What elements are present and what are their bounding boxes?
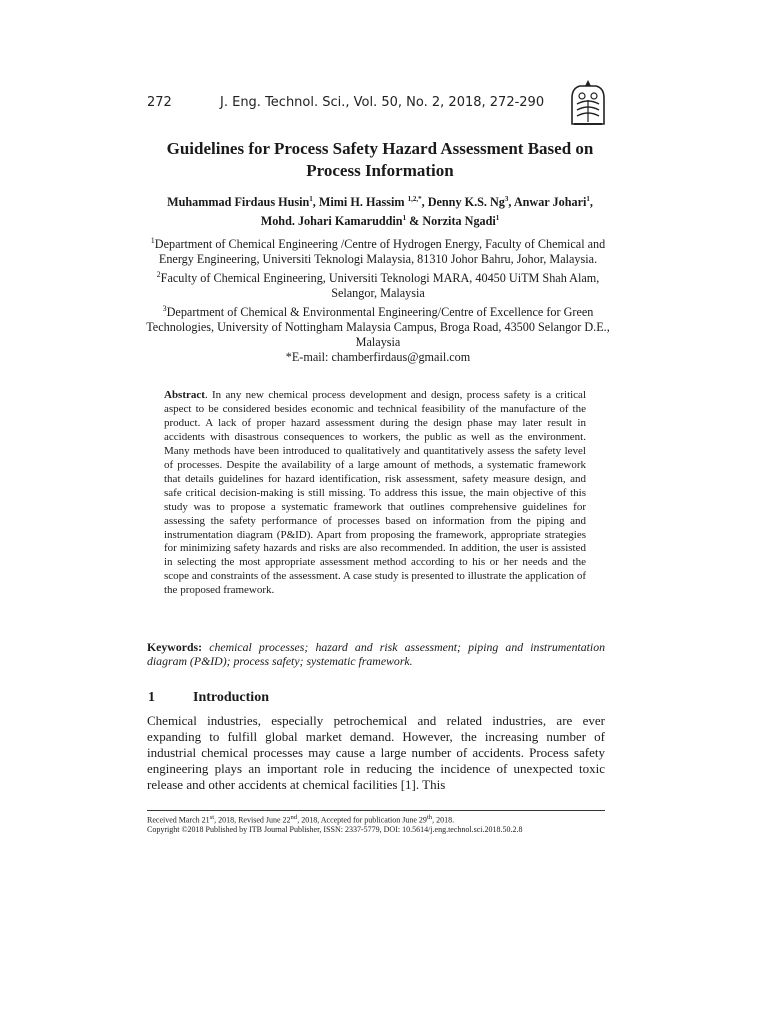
author-name: Muhammad Firdaus Husin <box>167 195 310 210</box>
affiliations <box>140 233 616 365</box>
abstract-text: . In any new chemical process development and design, process safety is a critical aspect to be considered besides economic and technical feasibility of the manufacture of the product. A lack of proper hazard assessment during the design phase may later result in accidents with disastrous consequences to workers, the public as well as the environment. Many methods have been introduced to qualitatively and quantitatively assess the safety level of processes. Despite the availability of a large amount of methods, a systematic framework that details guidelines for hazard identification, risk assessment, safety measure design, and safe critical decision-making is still missing. To address this issue, the main objective of this study was to propose a systematic framework that outlines comprehensive guidelines for assessing the safety performance of processes based on information from the piping and instrumentation diagram (P&ID). Apart from proposing the framework, appropriate strategies for minimizing safety hazards and risks are also recommended. In addition, the user is assisted in selecting the most appropriate assessment method according to his or her needs and the scope and constraints of the assessment. A case study is presented to illustrate the application of the proposed framework. <box>164 389 586 597</box>
received-dates-footnote <box>147 813 607 826</box>
author-name: Mimi H. Hassim <box>318 195 405 210</box>
affiliation-mark: 1 <box>150 236 155 245</box>
ordinal-suffix: st <box>209 814 215 821</box>
affiliation-2 <box>140 267 616 301</box>
revised-date: , 2018, Revised June 22 <box>214 815 291 825</box>
section-title: Introduction <box>193 690 269 705</box>
keywords-label: Keywords: <box>147 640 203 654</box>
author-affiliation-mark: 1 <box>402 214 407 223</box>
accepted-year: , 2018. <box>432 815 455 825</box>
authors-line-1: Muhammad Firdaus Husin$^1$, Mimi H. Hassim $^{1,2,*}$, Denny K.S. Ng$^3$, Anwar Johari$^1$, <box>167 195 593 210</box>
affiliation-mark: 2 <box>156 270 161 280</box>
section-number: 1 <box>148 690 155 705</box>
title-line-1: Guidelines for Process Safety Hazard Assessment Based on <box>166 139 594 158</box>
paper-title <box>130 138 630 182</box>
affiliation-1 <box>140 233 616 267</box>
authors-line-2: Mohd. Johari Kamaruddin$^1$ & Norzita Ngadi$^1$ <box>260 214 500 229</box>
received-date: Received March 21 <box>147 815 210 825</box>
affiliation-mark: 3 <box>162 304 167 314</box>
abstract <box>164 389 586 598</box>
affiliation-text: Department of Chemical & Environmental Engineering/Centre of Excellence for Green Technologies, University of Nottingham Malaysia Campus, Broga Road, 43500 Selangor D.E., Malaysia <box>146 305 610 350</box>
corresponding-email: *E-mail: chamberfirdaus@gmail.com <box>285 350 471 365</box>
copyright-footnote: Copyright ©2018 Published by ITB Journal Publisher, ISSN: 2337-5779, DOI: 10.5614/j.eng.technol.sci.2018.50.2.8 <box>147 825 523 834</box>
ordinal-suffix: nd <box>290 814 298 821</box>
author-affiliation-mark: 3 <box>504 195 509 203</box>
affiliation-text: Department of Chemical Engineering /Centre of Hydrogen Energy, Faculty of Chemical and Energy Engineering, Universiti Teknologi Malaysia, 81310 Johor Bahru, Johor, Malaysia. <box>154 237 606 267</box>
itb-journal-logo-icon <box>568 78 608 128</box>
author-name: Anwar Johari <box>513 195 587 210</box>
page-number: 272 <box>147 95 172 110</box>
introduction-paragraph: Chemical industries, especially petrochemical and related industries, are ever expanding to fulfill global market demand. However, the increasing number of industrial chemical processes may cause a large number of accidents. Process safety engineering plays an important role in reducing the incidence of unexpected toxic release and other accidents at chemical facilities [1]. This <box>147 713 605 793</box>
footnote-divider <box>147 810 605 811</box>
author-name: Denny K.S. Ng <box>427 195 505 210</box>
title-line-2: Process Information <box>306 161 454 180</box>
ordinal-suffix: th <box>426 814 433 821</box>
keywords <box>147 640 605 668</box>
author-affiliation-mark: 1 <box>309 195 313 203</box>
affiliation-text: Faculty of Chemical Engineering, Universiti Teknologi MARA, 40450 UiTM Shah Alam, Selangor, Malaysia <box>160 271 600 301</box>
author-affiliation-mark: 1,2,* <box>407 195 422 203</box>
accepted-date: , 2018, Accepted for publication June 29 <box>297 815 427 825</box>
abstract-label: Abstract <box>164 389 205 401</box>
keywords-list: chemical processes; hazard and risk assessment; piping and instrumentation diagram (P&ID); process safety; systematic framework. <box>147 640 605 668</box>
author-name: Mohd. Johari Kamaruddin <box>260 214 403 229</box>
author-affiliation-mark: 1 <box>495 214 500 223</box>
author-list <box>130 191 630 229</box>
author-name: Norzita Ngadi <box>422 214 496 229</box>
journal-citation: J. Eng. Technol. Sci., Vol. 50, No. 2, 2018, 272-290 <box>220 95 545 110</box>
affiliation-3 <box>140 301 616 350</box>
author-affiliation-mark: 1 <box>586 195 590 203</box>
